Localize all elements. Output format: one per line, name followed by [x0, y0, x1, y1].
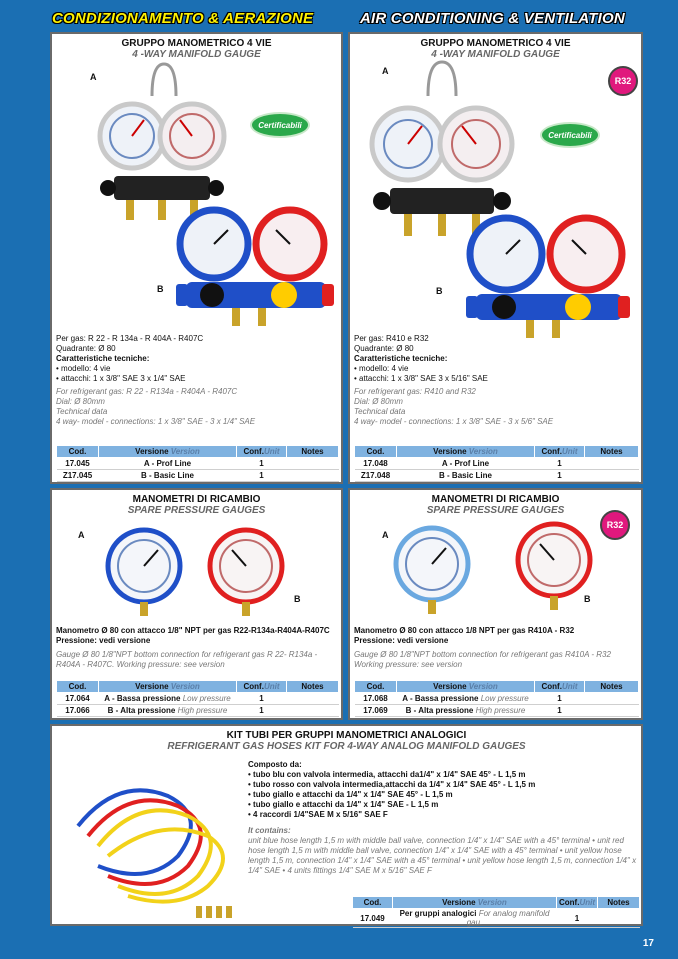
product-description: Per gas: R410 e R32 Quadrante: Ø 80 Caratteristiche tecniche: • modello: 4 vie • attacchi: 1 x 3/8" SAE 3 x 5/16" SAE For refrigerant gas: R410 and R32 Dial: Ø 80mm Technical data 4 way- model - connections: 1 x 3/8" SAE - 3 x 5/6" SAE: [354, 334, 641, 427]
panel-subtitle: REFRIGERANT GAS HOSES KIT FOR 4-WAY ANALOG MANIFOLD GAUGES: [167, 741, 526, 752]
table-row: 17.048 A - Prof Line 1: [355, 458, 639, 470]
table-row: 17.069 B - Alta pressione High pressure 1: [355, 705, 639, 717]
panel-subtitle: 4 -WAY MANIFOLD GAUGE: [431, 49, 560, 60]
table-row: Z17.045 B - Basic Line 1: [57, 470, 339, 482]
label-a: A: [382, 530, 389, 540]
panel-spare-gauges-r32: [348, 488, 643, 720]
list-item: • tubo giallo e attacchi da 1/4" x 1/4" SAE - L 1,5 m: [248, 800, 640, 810]
panel-title: KIT TUBI PER GRUPPI MANOMETRICI ANALOGICI: [226, 730, 467, 741]
certificabili-badge: Certificabili: [250, 112, 310, 138]
product-description: Manometro Ø 80 con attacco 1/8" NPT per gas R22-R134a-R404A-R407C Pressione: vedi versione Gauge Ø 80 1/8"NPT bottom connection for refrigerant gas R 22- R134a - R404A - R407C. Working pressure: see version: [56, 626, 330, 669]
panel-title: GRUPPO MANOMETRICO 4 VIE: [420, 38, 571, 49]
panel-manifold-gauge-standard: [50, 32, 343, 484]
table-row: 17.049 Per gruppi analogici For analog manifold gau. 1: [353, 909, 640, 928]
list-item: • tubo blu con valvola intermedia, attacchi da1/4" x 1/4" SAE 45° - L 1,5 m: [248, 770, 640, 780]
table-row: 17.066 B - Alta pressione High pressure 1: [57, 705, 339, 717]
table-row: 17.064 A - Bassa pressione Low pressure 1: [57, 693, 339, 705]
page-number: 17: [642, 938, 654, 949]
list-item: • 4 raccordi 1/4"SAE M x 5/16" SAE F: [248, 810, 640, 820]
label-b: B: [436, 286, 443, 296]
spare-gauge-a-image: [388, 524, 478, 618]
panel-title: MANOMETRI DI RICAMBIO: [132, 494, 261, 505]
product-description: Per gas: R 22 - R 134a - R 404A - R407C Quadrante: Ø 80 Caratteristiche tecniche: • modello: 4 vie • attacchi: 1 x 3/8" SAE 3 x 1/4" SAE For refrigerant gas: R 22 - R134a - R404A - R407C Dial: Ø 80mm Technical data 4 way- model - connections: 1 x 3/8" SAE - 3 x 1/4" SAE: [56, 334, 341, 427]
spare-gauge-b-image: [202, 526, 292, 618]
panel-title: GRUPPO MANOMETRICO 4 VIE: [121, 38, 272, 49]
section-title-english: AIR CONDITIONING & VENTILATION: [360, 10, 625, 27]
panel-manifold-gauge-r32: [348, 32, 643, 484]
r32-badge: R32: [600, 510, 630, 540]
section-title-italian: CONDIZIONAMENTO & AERAZIONE: [52, 10, 314, 27]
list-item: • tubo rosso con valvola intermedia,attacchi da 1/4" x 1/4" SAE 45° - L 1,5 m: [248, 780, 640, 790]
table-row: Z17.048 B - Basic Line 1: [355, 470, 639, 482]
spare-gauge-b-image: [510, 520, 600, 614]
kit-description: Composto da: • tubo blu con valvola intermedia, attacchi da1/4" x 1/4" SAE 45° - L 1,5 m • tubo rosso con valvola intermedia,attacchi da 1/4" x 1/4" SAE 45° - L 1,5 m • tubo giallo e attacchi da 1/4" x 1/4" SAE 45° - L 1,5 m • tubo giallo e attacchi da 1/4" x 1/4" SAE - L 1,5 m • 4 raccordi 1/4"SAE M x 5/16" SAE F It contains: unit blue hose length 1,5 m with middle ball valve, connection 1/4" x 1/4" SAE with a 45° terminal • unit red hose length 1,5 m with middle ball valve, connection 1/4" x 1/4" SAE with a 45° terminal • unit yellow hose length 1,5 m, connection 1/4" x 1/4" SAE with a 45° terminal • unit yellow hose length 1,5 m, connection 1/4" x 1/4" SAE • 4 units fittings 1/4" SAE M x 5/16" SAE F: [248, 760, 640, 876]
spare-gauge-a-image: [100, 526, 190, 618]
product-description: Manometro Ø 80 con attacco 1/8 NPT per gas R410A - R32 Pressione: vedi versione Gauge Ø 80 1/8"NPT bottom connection for refrigerant gas R410A - R32 Working pressure: see version: [354, 626, 611, 669]
product-table: Cod. Versione Version Conf.Unit Notes 17.064 A - Bassa pressione Low pressure 1 17.066 B - Alta pressione High pressure 1: [56, 680, 339, 717]
product-table: Cod. Versione Version Conf.Unit Notes 17.048 A - Prof Line 1 Z17.048 B - Basic Line 1: [354, 445, 639, 482]
list-item: • tubo giallo e attacchi da 1/4" x 1/4" SAE 45° - L 1,5 m: [248, 790, 640, 800]
product-table: Cod. Versione Version Conf.Unit Notes 17.068 A - Bassa pressione Low pressure 1 17.069 B - Alta pressione High pressure 1: [354, 680, 639, 717]
table-row: 17.068 A - Bassa pressione Low pressure 1: [355, 693, 639, 705]
panel-subtitle: SPARE PRESSURE GAUGES: [426, 505, 565, 516]
hoses-kit-image: [58, 766, 248, 922]
panel-subtitle: 4 -WAY MANIFOLD GAUGE: [132, 49, 261, 60]
label-b: B: [157, 284, 164, 294]
product-table: Cod. Versione Version Conf.Unit Notes 17.045 A - Prof Line 1 Z17.045 B - Basic Line 1: [56, 445, 339, 482]
panel-subtitle: SPARE PRESSURE GAUGES: [127, 505, 266, 516]
label-a: A: [382, 66, 389, 76]
r32-badge: R32: [608, 66, 638, 96]
label-b: B: [294, 594, 301, 604]
label-a: A: [90, 72, 97, 82]
certificabili-badge: Certificabili: [540, 122, 600, 148]
panel-spare-gauges-standard: [50, 488, 343, 720]
label-a: A: [78, 530, 85, 540]
product-table: Cod. Versione Version Conf.Unit Notes 17.049 Per gruppi analogici For analog manifold gau. 1: [352, 896, 640, 928]
table-row: 17.045 A - Prof Line 1: [57, 458, 339, 470]
panel-hoses-kit: [50, 724, 643, 926]
manifold-gauge-b-image: [172, 202, 337, 332]
manifold-gauge-b-image: [460, 210, 635, 345]
panel-title: MANOMETRI DI RICAMBIO: [431, 494, 560, 505]
label-b: B: [584, 594, 591, 604]
